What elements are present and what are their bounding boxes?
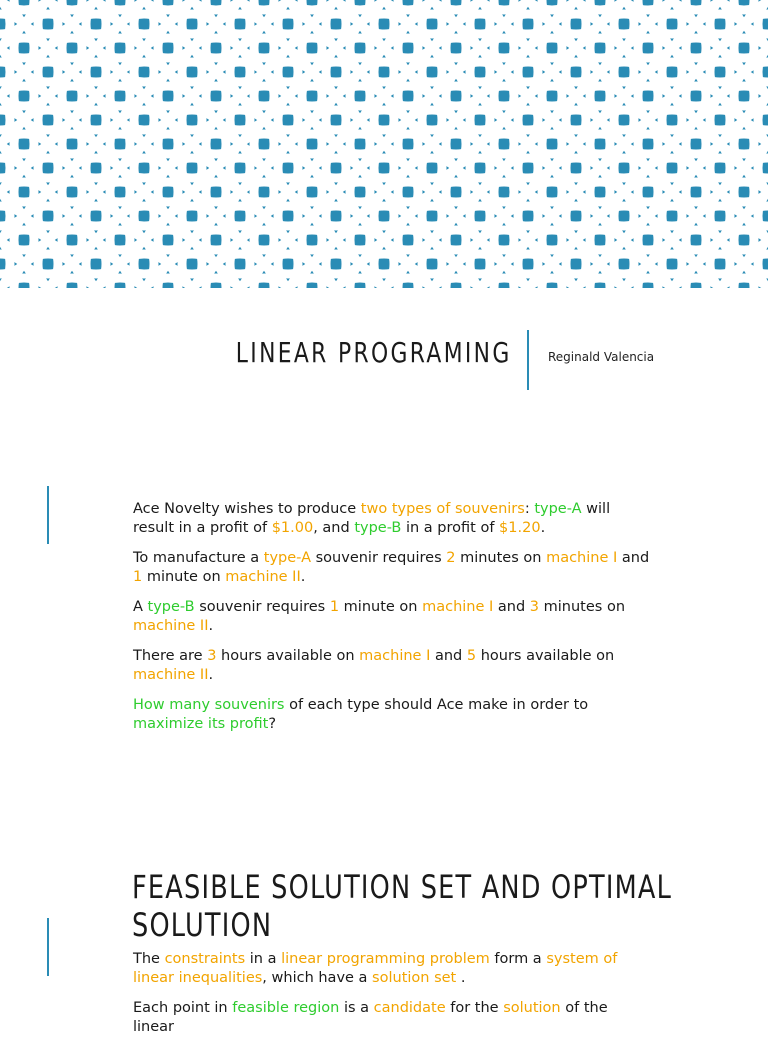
highlight: two types of souvenirs: [360, 501, 525, 517]
text: souvenir requires: [311, 550, 447, 566]
highlight: 1: [133, 569, 143, 585]
text: hours available on: [476, 648, 615, 664]
text: for the: [445, 1000, 504, 1016]
text: .: [456, 970, 466, 986]
pattern-banner: [0, 0, 768, 288]
text: , which have a: [262, 970, 373, 986]
highlight: constraints: [164, 951, 246, 967]
title-divider: [527, 330, 529, 390]
text: of the linear: [133, 1000, 608, 1035]
text: souvenir requires: [194, 599, 330, 615]
text: .: [300, 569, 306, 585]
text: There are: [133, 648, 208, 664]
highlight: solution set: [372, 970, 457, 986]
paragraph-hours: [133, 647, 653, 685]
feasible-solution-text: [133, 950, 653, 1048]
title-slide-header: [0, 330, 768, 390]
text: minutes on: [455, 550, 547, 566]
slide-accent-bar: [47, 486, 49, 544]
interlocking-circles-pattern-icon: [0, 0, 768, 288]
text: .: [208, 618, 214, 634]
text: minute on: [142, 569, 226, 585]
highlight: machine II: [133, 618, 209, 634]
highlight: $1.00: [271, 520, 314, 536]
text: minutes on: [539, 599, 626, 615]
text: .: [540, 520, 546, 536]
highlight: feasible region: [232, 1000, 340, 1016]
paragraph-type-b: [133, 598, 653, 636]
text: is a: [339, 1000, 374, 1016]
highlight: type-A: [534, 501, 582, 517]
text: and: [617, 550, 650, 566]
paragraph-profits: [133, 500, 653, 538]
highlight: type-A: [263, 550, 312, 566]
text: Ace Novelty wishes to produce: [133, 501, 361, 517]
text: , and: [313, 520, 355, 536]
text: To manufacture a: [133, 550, 264, 566]
highlight: 3: [207, 648, 217, 664]
highlight: machine II: [133, 667, 209, 683]
text: The: [133, 951, 165, 967]
text: will result in a profit of: [133, 501, 611, 536]
paragraph-type-a: [133, 549, 653, 587]
slide-accent-bar: [47, 918, 49, 976]
problem-statement: [133, 500, 653, 745]
highlight: 5: [466, 648, 477, 664]
text: and: [430, 648, 467, 664]
paragraph-feasible-region: [133, 999, 653, 1037]
highlight: system of linear inequalities: [133, 951, 618, 986]
highlight: How many souvenirs: [133, 697, 285, 713]
text: in a: [245, 951, 282, 967]
highlight: 2: [446, 550, 456, 566]
highlight: 3: [529, 599, 540, 615]
highlight: machine I: [546, 550, 618, 566]
text: of each type should Ace make in order to: [284, 697, 589, 713]
text: and: [493, 599, 530, 615]
highlight: maximize its profit: [133, 716, 269, 732]
page-title: LINEAR PROGRAMING: [236, 336, 512, 369]
highlight: $1.20: [499, 520, 541, 536]
text: .: [208, 667, 214, 683]
text: :: [524, 501, 535, 517]
text: form a: [489, 951, 547, 967]
text: minute on: [339, 599, 423, 615]
highlight: type-B: [354, 520, 402, 536]
paragraph-constraints: [133, 950, 653, 988]
highlight: machine I: [359, 648, 431, 664]
text: ?: [268, 716, 277, 732]
text: in a profit of: [401, 520, 500, 536]
highlight: 1: [329, 599, 340, 615]
highlight: candidate: [373, 1000, 446, 1016]
highlight: machine I: [422, 599, 494, 615]
highlight: linear programming problem: [281, 951, 490, 967]
highlight: type-B: [147, 599, 195, 615]
text: A: [133, 599, 148, 615]
text: hours available on: [216, 648, 360, 664]
author-name: Reginald Valencia: [548, 350, 655, 364]
highlight: machine II: [225, 569, 301, 585]
paragraph-question: [133, 696, 653, 734]
section-title: FEASIBLE SOLUTION SET AND OPTIMAL SOLUTION: [132, 868, 673, 944]
text: Each point in: [133, 1000, 233, 1016]
highlight: solution: [503, 1000, 561, 1016]
